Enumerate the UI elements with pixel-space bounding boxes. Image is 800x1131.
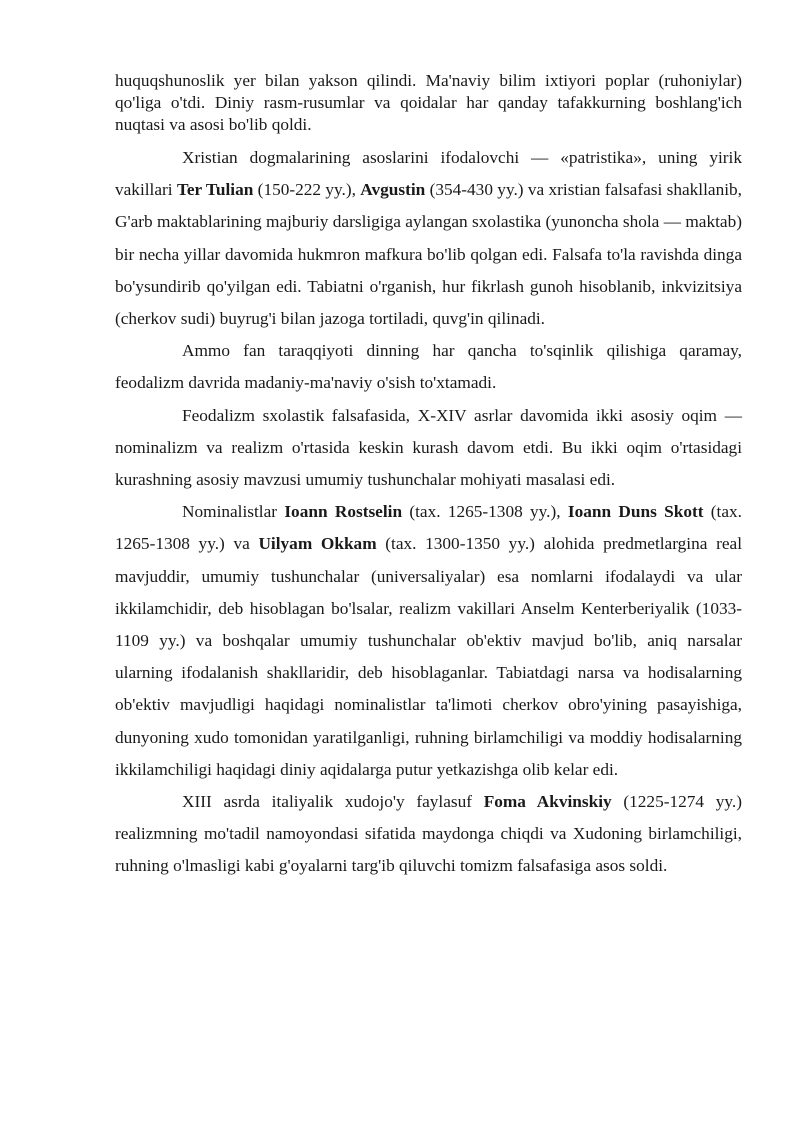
text-span: XIII asrda italiyalik xudojo'y faylasuf [182,792,484,812]
paragraph-1 [115,70,742,136]
text-span: (tax. 1265-1308 yy.), [402,502,568,522]
name-uilyam-okkam: Uilyam Okkam [258,534,377,554]
paragraph-4 [115,400,742,497]
text-span: (tax. 1265-1308 yy.) va [115,502,742,554]
paragraph-6 [115,786,742,883]
name-ter-tulian: Ter Tulian [176,180,254,200]
paragraph-2 [115,142,742,335]
name-ioann-duns-skott: Ioann Duns Skott [567,502,704,522]
text-span: (1225-1274 yy.) realizmning mo'tadil namoyondasi sifatida maydonga chiqdi va Xudoning birlamchiligi, ruhning o'lmasligi kabi g'oyalarni targ'ib qiluvchi tomizm falsafasiga asos soldi. [115,792,742,876]
text-span: (354-430 yy.) va xristian falsafasi shakllanib, G'arb maktablarining majburiy darsligiga aylangan sxolastika (yunoncha shola — maktab) bir necha yillar davomida hukmron mafkura bo'lib qolgan edi. Falsafa to'la ravishda dinga bo'ysundirib qo'yilgan edi. Tabiatni o'rganish, hur fikrlash gunoh hisoblanib, inkvizitsiya (cherkov sudi) buyrug'i bilan jazoga tortiladi, quvg'in qilinadi. [115,180,742,329]
paragraph-5 [115,496,742,786]
text-span: Ammo fan taraqqiyoti dinning har qancha to'sqinlik qilishiga qaramay, feodalizm davrida madaniy-ma'naviy o'sish to'xtamadi. [115,341,742,393]
text-span: Nominalistlar [182,502,285,522]
name-avgustin: Avgustin [360,180,426,200]
text-span: Xristian dogmalarining asoslarini ifodalovchi — «patristika», uning yirik vakillari [115,148,742,200]
text-span: (tax. 1300-1350 yy.) alohida predmetlargina real mavjuddir, umumiy tushunchalar (universaliyalar) esa nomlarni ifodalaydi va ular ikkilamchidir, deb hisoblagan bo'lsalar, realizm vakillari Anselm Kenterberiyalik (1033-1109 yy.) va boshqalar umumiy tushunchalar ob'ektiv mavjud bo'lib, aniq narsalar ularning ifodalanish shakllaridir, deb hisoblaganlar. Tabiatdagi narsa va hodisalarning ob'ektiv mavjudligi haqidagi nominalistlar ta'limoti cherkov obro'yining pasayishiga, dunyoning xudo tomonidan yaratilganligi, ruhning birlamchiligi va moddiy hodisalarning ikkilamchiligi haqidagi diniy aqidalarga putur yetkazishga olib kelar edi. [115,534,742,779]
text-span: (150-222 yy.), [253,180,361,200]
name-foma-akvinskiy: Foma Akvinskiy [483,792,612,812]
document-page [115,70,742,883]
text-span: huquqshunoslik yer bilan yakson qilindi. Ma'naviy bilim ixtiyori poplar (ruhoniylar) qo'liga o'tdi. Diniy rasm-rusumlar va qoidalar har qanday tafakkurning boshlang'ich nuqtasi va asosi bo'lib qoldi. [115,71,742,134]
name-ioann-rostselin: Ioann Rostselin [284,502,403,522]
text-span: Feodalizm sxolastik falsafasida, X-XIV asrlar davomida ikki asosiy oqim — nominalizm va realizm o'rtasida keskin kurash davom etdi. Bu ikki oqim o'rtasidagi kurashning asosiy mavzusi umumiy tushunchalar mohiyati masalasi edi. [115,405,742,490]
paragraph-3 [115,335,742,399]
